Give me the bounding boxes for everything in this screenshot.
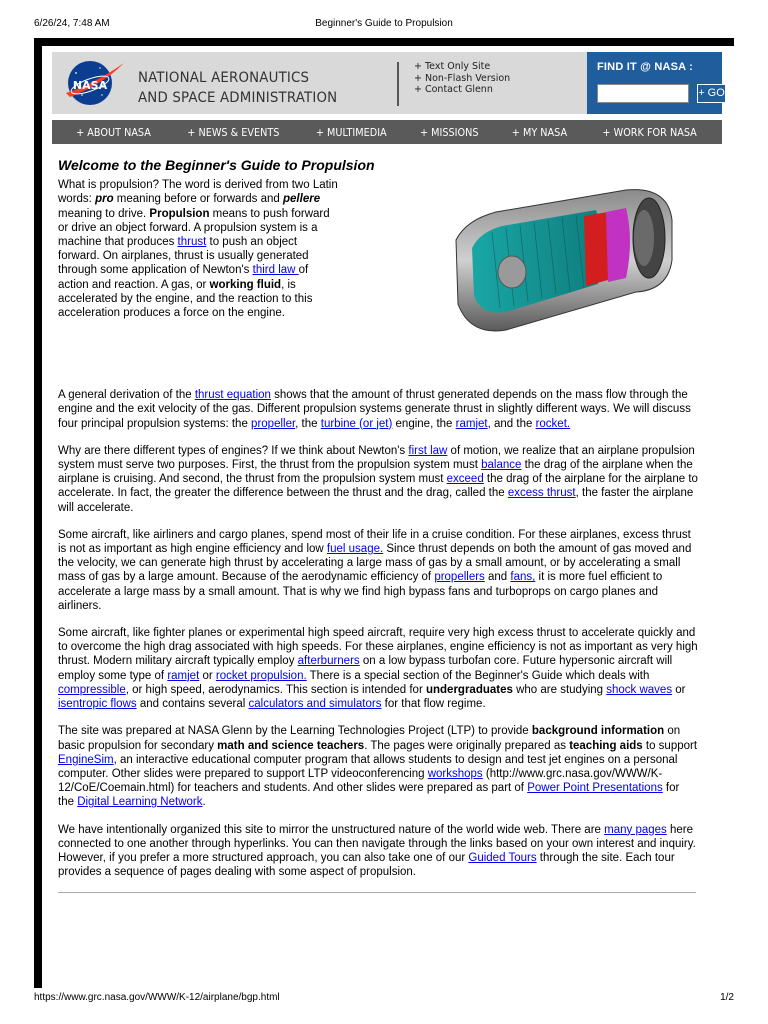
link-turbine[interactable]: turbine (or jet) <box>320 417 393 430</box>
term-teaching-aids: teaching aids <box>569 739 643 752</box>
text-span: What is propulsion? The word is derived from two Latin words: <box>58 179 338 206</box>
text-span: the drag of the airplane for the airplane to accelerate. In fact, the greater the difference between the thrust and the drag, called the <box>58 473 698 500</box>
link-third-law[interactable]: third law <box>252 264 299 277</box>
paragraph-cruise-aircraft <box>58 528 698 613</box>
link-guided-tours[interactable]: Guided Tours <box>468 851 537 864</box>
text-span: Some aircraft, like fighter planes or experimental high speed aircraft, require very high excess thrust to accelerate quickly and to overcome the high drag associated with high speeds. For these airplanes, engine efficiency is not as important as very high thrust. Modern military aircraft typically employ <box>58 627 698 668</box>
link-thrust-equation[interactable]: thrust equation <box>194 389 271 402</box>
page-body <box>42 46 734 988</box>
text-only-link[interactable]: + Text Only Site <box>414 61 491 72</box>
link-ramjet[interactable]: ramjet <box>455 417 488 430</box>
text-span: A general derivation of the <box>58 389 195 402</box>
term-propulsion: Propulsion <box>149 207 210 220</box>
text-span: and contains several <box>136 698 249 711</box>
print-header <box>34 18 734 32</box>
text-span: here connected to one another through hyperlinks. You can then navigate through the links based on your own interest and inquiry. However, if you prefer a more structured approach, you can also take one of our <box>58 823 696 864</box>
turbine-engine-illustration <box>436 180 682 338</box>
non-flash-link[interactable]: + Non-Flash Version <box>414 72 511 84</box>
text-span: or <box>199 669 216 682</box>
print-page-number: 1/2 <box>720 992 734 1003</box>
link-compressible[interactable]: compressible <box>58 683 126 696</box>
link-fans[interactable]: fans, <box>510 571 536 584</box>
intro-paragraph <box>58 178 338 320</box>
text-span: . The pages were originally prepared as <box>364 739 570 752</box>
print-doc-title: Beginner's Guide to Propulsion <box>315 18 453 29</box>
nav-about-nasa[interactable]: + ABOUT NASA <box>75 125 151 139</box>
link-fuel-usage[interactable]: fuel usage. <box>326 543 384 556</box>
header-divider <box>397 62 399 106</box>
text-span: means to push forward or drive an object forward. A propulsion system is a machine that produces <box>58 207 330 249</box>
print-footer <box>34 992 734 1006</box>
text-span: shows that the amount of thrust generated depends on the mass flow through the engine and the exit velocity of the gas. Different propulsion systems generate thrust in slightly different ways. We will discuss four principal propulsion systems: the <box>58 389 691 430</box>
paragraph-engine-types <box>58 444 698 515</box>
link-afterburners[interactable]: afterburners <box>297 655 360 668</box>
link-propeller[interactable]: propeller <box>251 417 296 430</box>
term-pro: pro <box>95 193 114 206</box>
link-enginesim[interactable]: EngineSim <box>58 753 114 766</box>
text-span: the drag of the airplane when the airplane is cruising. And second, the thrust from the propulsion system must <box>58 459 693 486</box>
link-calculators-simulators[interactable]: calculators and simulators <box>248 698 382 711</box>
term-working-fluid: working fluid <box>209 278 282 291</box>
text-span: through the site. Each tour provides a sequence of pages dealing with some aspect of propulsion. <box>58 851 675 879</box>
agency-line-1: NATIONAL AERONAUTICS <box>138 70 310 86</box>
link-propellers[interactable]: propellers <box>434 571 485 584</box>
nav-news-events[interactable]: + NEWS & EVENTS <box>187 125 280 139</box>
text-span: Since thrust depends on both the amount of gas moved and the velocity, we can generate high thrust by accelerating a large mass of gas by a small amount, or by accelerating a small mass of gas by a large amount. Because of the aerodynamic efficiency of <box>58 543 692 584</box>
text-span: it is more fuel efficient to accelerate a large mass by a small amount. That is why we find high bypass fans and turboprops on cargo planes and airliners. <box>58 571 663 612</box>
text-span: on basic propulsion for secondary <box>58 725 681 752</box>
term-pellere: pellere <box>283 193 321 206</box>
nav-missions[interactable]: + MISSIONS <box>420 125 479 139</box>
link-many-pages[interactable]: many pages <box>604 823 667 836</box>
text-span: of action and reaction. A gas, or <box>58 264 309 291</box>
link-digital-learning-network[interactable]: Digital Learning Network <box>77 796 203 809</box>
agency-line-2: AND SPACE ADMINISTRATION <box>138 90 338 106</box>
text-span: for that flow regime. <box>381 698 486 711</box>
text-span: . <box>202 796 206 809</box>
text-span: , or high speed, aerodynamics. This section is intended for <box>125 683 426 696</box>
link-balance[interactable]: balance <box>481 459 522 472</box>
page-frame <box>34 38 734 988</box>
paragraph-high-speed-aircraft <box>58 626 698 711</box>
bottom-divider <box>58 892 696 893</box>
main-content <box>58 158 698 893</box>
page-title: Welcome to the Beginner's Guide to Propulsion <box>58 157 375 173</box>
text-span: who are studying <box>512 683 607 696</box>
text-span: to support <box>642 739 698 752</box>
link-first-law[interactable]: first law <box>408 444 448 457</box>
link-shock-waves[interactable]: shock waves <box>606 683 673 696</box>
logo-text: NASA <box>72 79 108 92</box>
text-span: engine, the <box>392 417 456 430</box>
text-span: and <box>484 571 511 584</box>
link-excess-thrust[interactable]: excess thrust <box>507 487 576 500</box>
text-span: Why are there different types of engines? If we think about Newton's <box>58 444 409 457</box>
link-rocket-propulsion[interactable]: rocket propulsion. <box>215 669 307 682</box>
text-span: , is accelerated by the engine, and the reaction to this acceleration produces a force on the engine. <box>58 278 313 320</box>
nav-multimedia[interactable]: + MULTIMEDIA <box>315 125 387 139</box>
text-span: meaning before or forwards and <box>113 193 284 206</box>
search-input[interactable] <box>597 84 689 103</box>
text-span: to push an object forward. On airplanes, thrust is usually generated through some application of Newton's <box>58 236 309 277</box>
link-isentropic-flows[interactable]: isentropic flows <box>58 698 137 711</box>
nasa-logo[interactable] <box>64 59 126 107</box>
print-url: https://www.grc.nasa.gov/WWW/K-12/airplane/bgp.html <box>34 992 280 1003</box>
text-span: on a low bypass turbofan core. Future hypersonic aircraft will employ some type of <box>58 655 673 682</box>
paragraph-thrust-equation <box>58 388 698 431</box>
nasa-header <box>52 52 725 114</box>
text-span: There is a special section of the Beginner's Guide which deals with <box>306 669 650 682</box>
text-span: for the <box>58 782 680 809</box>
text-span: of motion, we realize that an airplane propulsion system must serve two purposes. First, the thrust from the propulsion system must <box>58 444 695 472</box>
go-button[interactable]: + GO <box>697 84 726 103</box>
link-power-point-presentations[interactable]: Power Point Presentations <box>527 782 663 795</box>
text-span: , an interactive educational computer program that allows students to design and test jet engines on a personal computer. Other slides were prepared to support LTP videoconferencing <box>58 753 678 780</box>
term-math-science-teachers: math and science teachers <box>217 739 365 752</box>
link-thrust[interactable]: thrust <box>177 236 207 249</box>
text-span: (http://www.grc.nasa.gov/WWW/K-12/CoE/Coemain.html) for teachers and students. And other slides were prepared as part of <box>58 767 663 795</box>
find-it-box <box>587 52 725 114</box>
text-span: , the <box>295 417 321 430</box>
link-exceed[interactable]: exceed <box>446 473 484 486</box>
text-span: , and the <box>487 417 536 430</box>
agency-name[interactable] <box>138 68 337 108</box>
text-span: Some aircraft, like airliners and cargo planes, spend most of their life in a cruise condition. For these airplanes, excess thrust is not as important as high engine efficiency and low <box>58 528 691 556</box>
paragraph-site-organization <box>58 823 698 880</box>
text-span: The site was prepared at NASA Glenn by the Learning Technologies Project (LTP) to provide <box>58 725 532 738</box>
term-undergraduates: undergraduates <box>425 683 513 696</box>
text-span: , the faster the airplane will accelerate. <box>58 487 694 514</box>
link-rocket[interactable]: rocket. <box>535 417 571 430</box>
print-datetime: 6/26/24, 7:48 AM <box>34 18 110 29</box>
nav-my-nasa[interactable]: + MY NASA <box>511 125 568 139</box>
contact-glenn-link[interactable]: + Contact Glenn <box>414 84 493 95</box>
quick-links <box>414 61 510 96</box>
term-background-information: background information <box>531 725 665 738</box>
link-ramjet-2[interactable]: ramjet <box>167 669 200 682</box>
find-label: FIND IT @ NASA : <box>597 61 694 73</box>
text-span: or <box>672 683 686 696</box>
main-nav <box>52 120 722 144</box>
link-workshops[interactable]: workshops <box>427 767 483 780</box>
text-span: meaning to drive. <box>58 207 150 220</box>
text-span: We have intentionally organized this site to mirror the unstructured nature of the world wide web. There are <box>58 823 605 836</box>
nav-work-for-nasa[interactable]: + WORK FOR NASA <box>602 125 697 139</box>
paragraph-site-preparation <box>58 724 698 809</box>
